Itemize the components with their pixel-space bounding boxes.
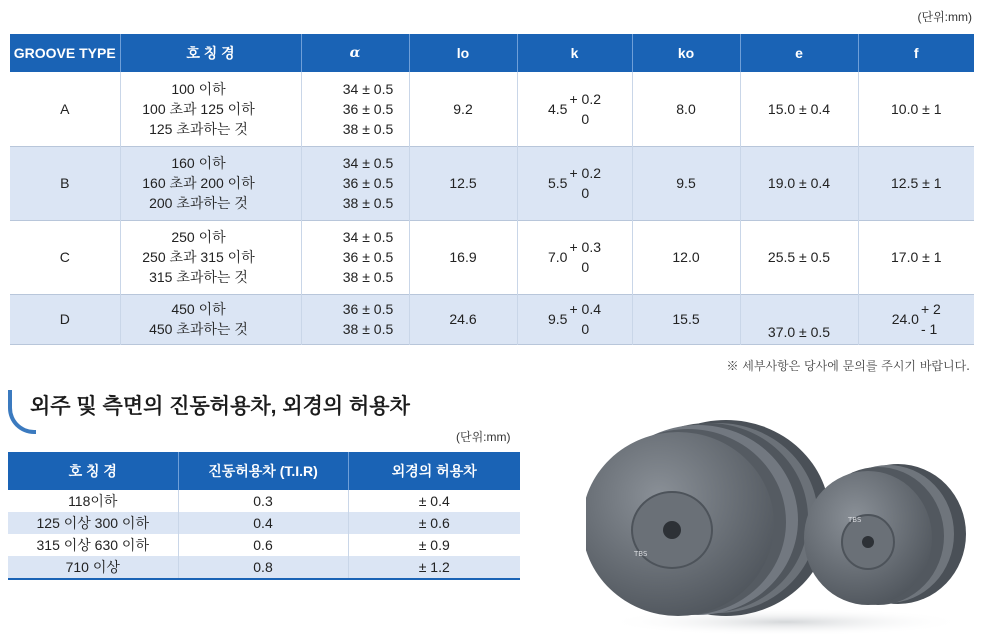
alpha-value: 34 ± 0.5	[342, 155, 394, 171]
shaft-bore	[862, 536, 874, 548]
runout-cell: 0.3	[178, 490, 348, 512]
e-value: 37.0 ± 0.5	[767, 323, 831, 340]
k-base: 5.5	[548, 175, 568, 191]
alpha-value: 36 ± 0.5	[342, 249, 394, 265]
f-base: 24.0	[891, 311, 919, 327]
k-lower: 0	[581, 259, 590, 275]
k-cell	[517, 294, 632, 344]
outer-tolerance-cell: ± 0.4	[348, 490, 520, 512]
table-row	[10, 220, 974, 294]
unit-label-top: (단위:mm)	[917, 10, 972, 24]
alpha-cell	[301, 294, 409, 344]
range-text: 100 이하	[171, 80, 226, 97]
range-text: 450 이하	[171, 301, 226, 317]
header-lo: lo	[409, 34, 517, 72]
alpha-value: 36 ± 0.5	[342, 175, 394, 191]
groove-dimension-table	[10, 34, 974, 345]
range-text: 125 초과하는 것	[149, 120, 248, 137]
alpha-value: 36 ± 0.5	[342, 301, 394, 317]
k-lower: 0	[581, 185, 590, 201]
groove-type-cell: D	[10, 294, 120, 344]
nominal-diameter-cell	[120, 294, 301, 344]
alpha-value: 34 ± 0.5	[342, 229, 394, 245]
nominal-diameter-cell: 315 이상 630 이하	[36, 537, 149, 553]
header-groove-type: GROOVE TYPE	[10, 34, 120, 72]
header-nominal-diameter: 호 칭 경	[120, 34, 301, 72]
groove-type-cell: B	[10, 146, 120, 220]
alpha-value: 38 ± 0.5	[342, 120, 394, 137]
header-outer-diameter-tolerance: 외경의 허용차	[348, 452, 520, 490]
lo-cell: 12.5	[409, 146, 517, 220]
alpha-value: 38 ± 0.5	[342, 269, 394, 285]
alpha-value: 38 ± 0.5	[342, 195, 394, 211]
range-text: 200 초과하는 것	[149, 195, 248, 211]
runout-cell: 0.4	[178, 512, 348, 534]
f-cell: 12.5 ± 1	[858, 146, 974, 220]
k-cell	[517, 72, 632, 146]
k-upper: + 0.2	[569, 165, 601, 181]
table-header-row	[8, 452, 520, 490]
table-row	[10, 294, 974, 344]
shaft-bore	[663, 521, 681, 539]
brand-mark: TBS	[634, 550, 648, 558]
header-alpha: α	[301, 34, 409, 72]
k-cell	[517, 220, 632, 294]
alpha-cell	[301, 72, 409, 146]
range-text: 250 이하	[171, 229, 226, 245]
alpha-value: 38 ± 0.5	[342, 321, 394, 337]
table-row	[10, 146, 974, 220]
large-pulley	[586, 420, 830, 616]
outer-tolerance-cell: ± 0.9	[348, 534, 520, 556]
table-row	[8, 556, 520, 579]
k-upper: + 0.3	[569, 239, 601, 255]
k-cell	[517, 146, 632, 220]
f-upper: + 2	[920, 301, 941, 317]
tolerance-table	[8, 452, 520, 580]
table-row	[8, 490, 520, 512]
small-pulley	[804, 464, 966, 605]
pulley-photo	[586, 410, 984, 634]
range-text: 315 초과하는 것	[149, 269, 248, 285]
table-row	[8, 512, 520, 534]
f-cell: 10.0 ± 1	[858, 72, 974, 146]
table-header-row	[10, 34, 974, 72]
e-cell	[740, 294, 858, 344]
range-text: 160 초과 200 이하	[142, 175, 255, 191]
k-lower: 0	[581, 110, 590, 127]
header-e: e	[740, 34, 858, 72]
header-nominal-diameter: 호 칭 경	[8, 452, 178, 490]
k-upper: + 0.2	[569, 90, 601, 107]
lo-cell: 24.6	[409, 294, 517, 344]
ko-cell: 8.0	[632, 72, 740, 146]
header-ko: ko	[632, 34, 740, 72]
runout-cell: 0.8	[178, 556, 348, 579]
ko-cell: 9.5	[632, 146, 740, 220]
k-base: 7.0	[548, 249, 568, 265]
nominal-diameter-cell	[120, 146, 301, 220]
brand-mark: TBS	[848, 516, 862, 524]
header-runout-tolerance: 진동허용차 (T.I.R)	[178, 452, 348, 490]
k-base: 4.5	[548, 100, 568, 117]
section-title: 외주 및 측면의 진동허용차, 외경의 허용차	[30, 395, 410, 418]
unit-label-bottom: (단위:mm)	[456, 430, 511, 444]
groove-type-cell: C	[59, 249, 70, 265]
alpha-cell	[301, 146, 409, 220]
range-text: 450 초과하는 것	[149, 321, 248, 337]
table-row	[10, 72, 974, 146]
k-upper: + 0.4	[569, 301, 601, 317]
runout-cell: 0.6	[178, 534, 348, 556]
range-text: 100 초과 125 이하	[142, 100, 255, 117]
k-lower: 0	[581, 321, 590, 337]
header-k: k	[517, 34, 632, 72]
alpha-cell	[301, 220, 409, 294]
outer-tolerance-cell: ± 0.6	[348, 512, 520, 534]
nominal-diameter-cell: 125 이상 300 이하	[8, 512, 178, 534]
e-cell: 25.5 ± 0.5	[740, 220, 858, 294]
groove-type-cell: A	[60, 100, 70, 117]
k-base: 9.5	[548, 311, 568, 327]
range-text: 160 이하	[171, 155, 226, 171]
outer-tolerance-cell: ± 1.2	[348, 556, 520, 579]
lo-cell: 9.2	[409, 72, 517, 146]
header-f: f	[858, 34, 974, 72]
f-cell	[858, 294, 974, 344]
alpha-value: 36 ± 0.5	[342, 100, 394, 117]
inquiry-note: ※ 세부사항은 당사에 문의를 주시기 바랍니다.	[726, 359, 970, 373]
lo-cell: 16.9	[409, 220, 517, 294]
ko-cell: 12.0	[632, 220, 740, 294]
nominal-diameter-cell: 118이하	[68, 493, 118, 509]
ko-cell: 15.5	[632, 294, 740, 344]
e-cell: 19.0 ± 0.4	[740, 146, 858, 220]
nominal-diameter-cell	[120, 72, 301, 146]
alpha-value: 34 ± 0.5	[342, 80, 394, 97]
f-lower: - 1	[920, 321, 938, 337]
f-cell: 17.0 ± 1	[858, 220, 974, 294]
table-row	[8, 534, 520, 556]
e-cell: 15.0 ± 0.4	[740, 72, 858, 146]
nominal-diameter-cell: 710 이상	[8, 556, 178, 579]
nominal-diameter-cell	[120, 220, 301, 294]
range-text: 250 초과 315 이하	[142, 249, 255, 265]
